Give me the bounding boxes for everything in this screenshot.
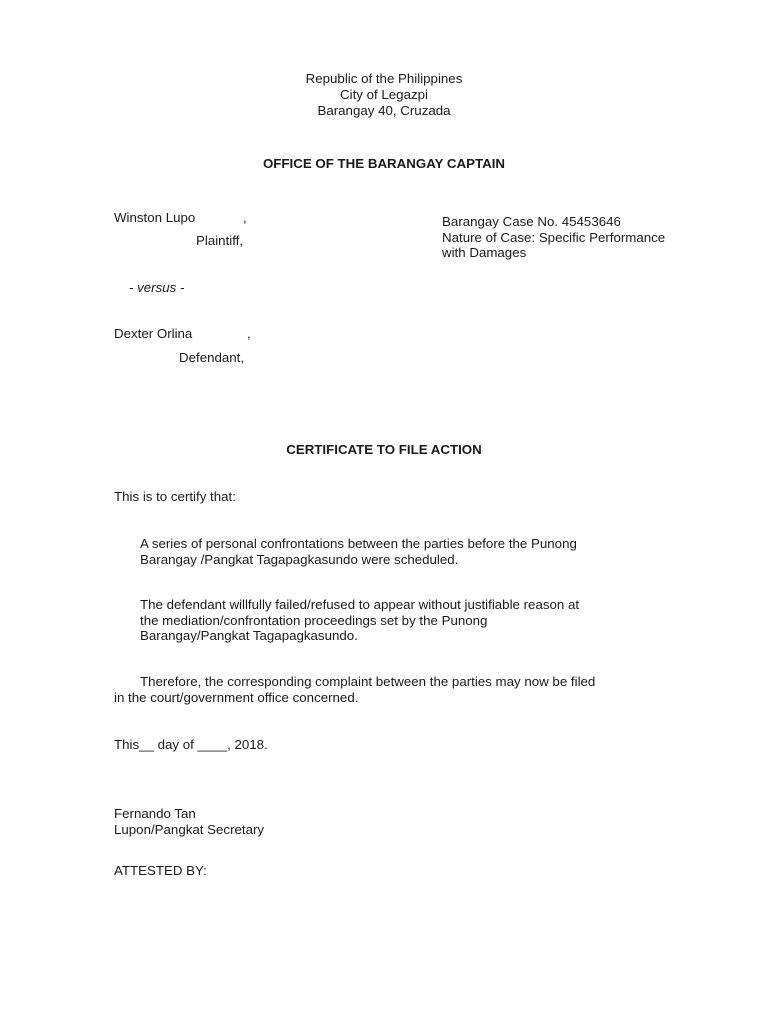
date-line: This__ day of ____, 2018. — [114, 737, 268, 752]
paragraph-2-line-1: The defendant willfully failed/refused to appear without justifiable reason at — [140, 597, 580, 612]
signatory-name: Fernando Tan — [114, 806, 196, 821]
paragraph-2-line-3: Barangay/Pangkat Tagapagkasundo. — [140, 628, 358, 643]
paragraph-3-line-1: Therefore, the corresponding complaint between the parties may now be filed — [140, 674, 596, 689]
case-number: Barangay Case No. 45453646 — [442, 214, 621, 229]
paragraph-1-line-1: A series of personal confrontations between the parties before the Punong — [140, 536, 577, 551]
intro-text: This is to certify that: — [114, 489, 236, 504]
defendant-name: Dexter Orlina — [114, 326, 193, 341]
plaintiff-name: Winston Lupo — [114, 210, 196, 225]
defendant-comma: , — [247, 326, 251, 341]
header-republic: Republic of the Philippines — [305, 71, 463, 86]
plaintiff-comma: , — [243, 210, 247, 225]
header-barangay: Barangay 40, Cruzada — [317, 103, 451, 118]
case-nature: Nature of Case: Specific Performance — [442, 230, 666, 245]
case-nature-continued: with Damages — [442, 245, 527, 260]
signatory-title: Lupon/Pangkat Secretary — [114, 822, 265, 837]
header-city: City of Legazpi — [340, 87, 428, 102]
paragraph-3-line-2: in the court/government office concerned. — [114, 690, 359, 705]
office-title: OFFICE OF THE BARANGAY CAPTAIN — [262, 156, 506, 171]
paragraph-1-line-2: Barangay /Pangkat Tagapagkasundo were scheduled. — [140, 552, 459, 567]
plaintiff-role: Plaintiff, — [196, 233, 244, 248]
certificate-title: CERTIFICATE TO FILE ACTION — [286, 442, 482, 457]
versus-label: - versus - — [129, 280, 185, 295]
defendant-role: Defendant, — [179, 350, 245, 365]
paragraph-2-line-2: the mediation/confrontation proceedings set by the Punong — [140, 613, 488, 628]
attested-by-label: ATTESTED BY: — [114, 863, 207, 878]
